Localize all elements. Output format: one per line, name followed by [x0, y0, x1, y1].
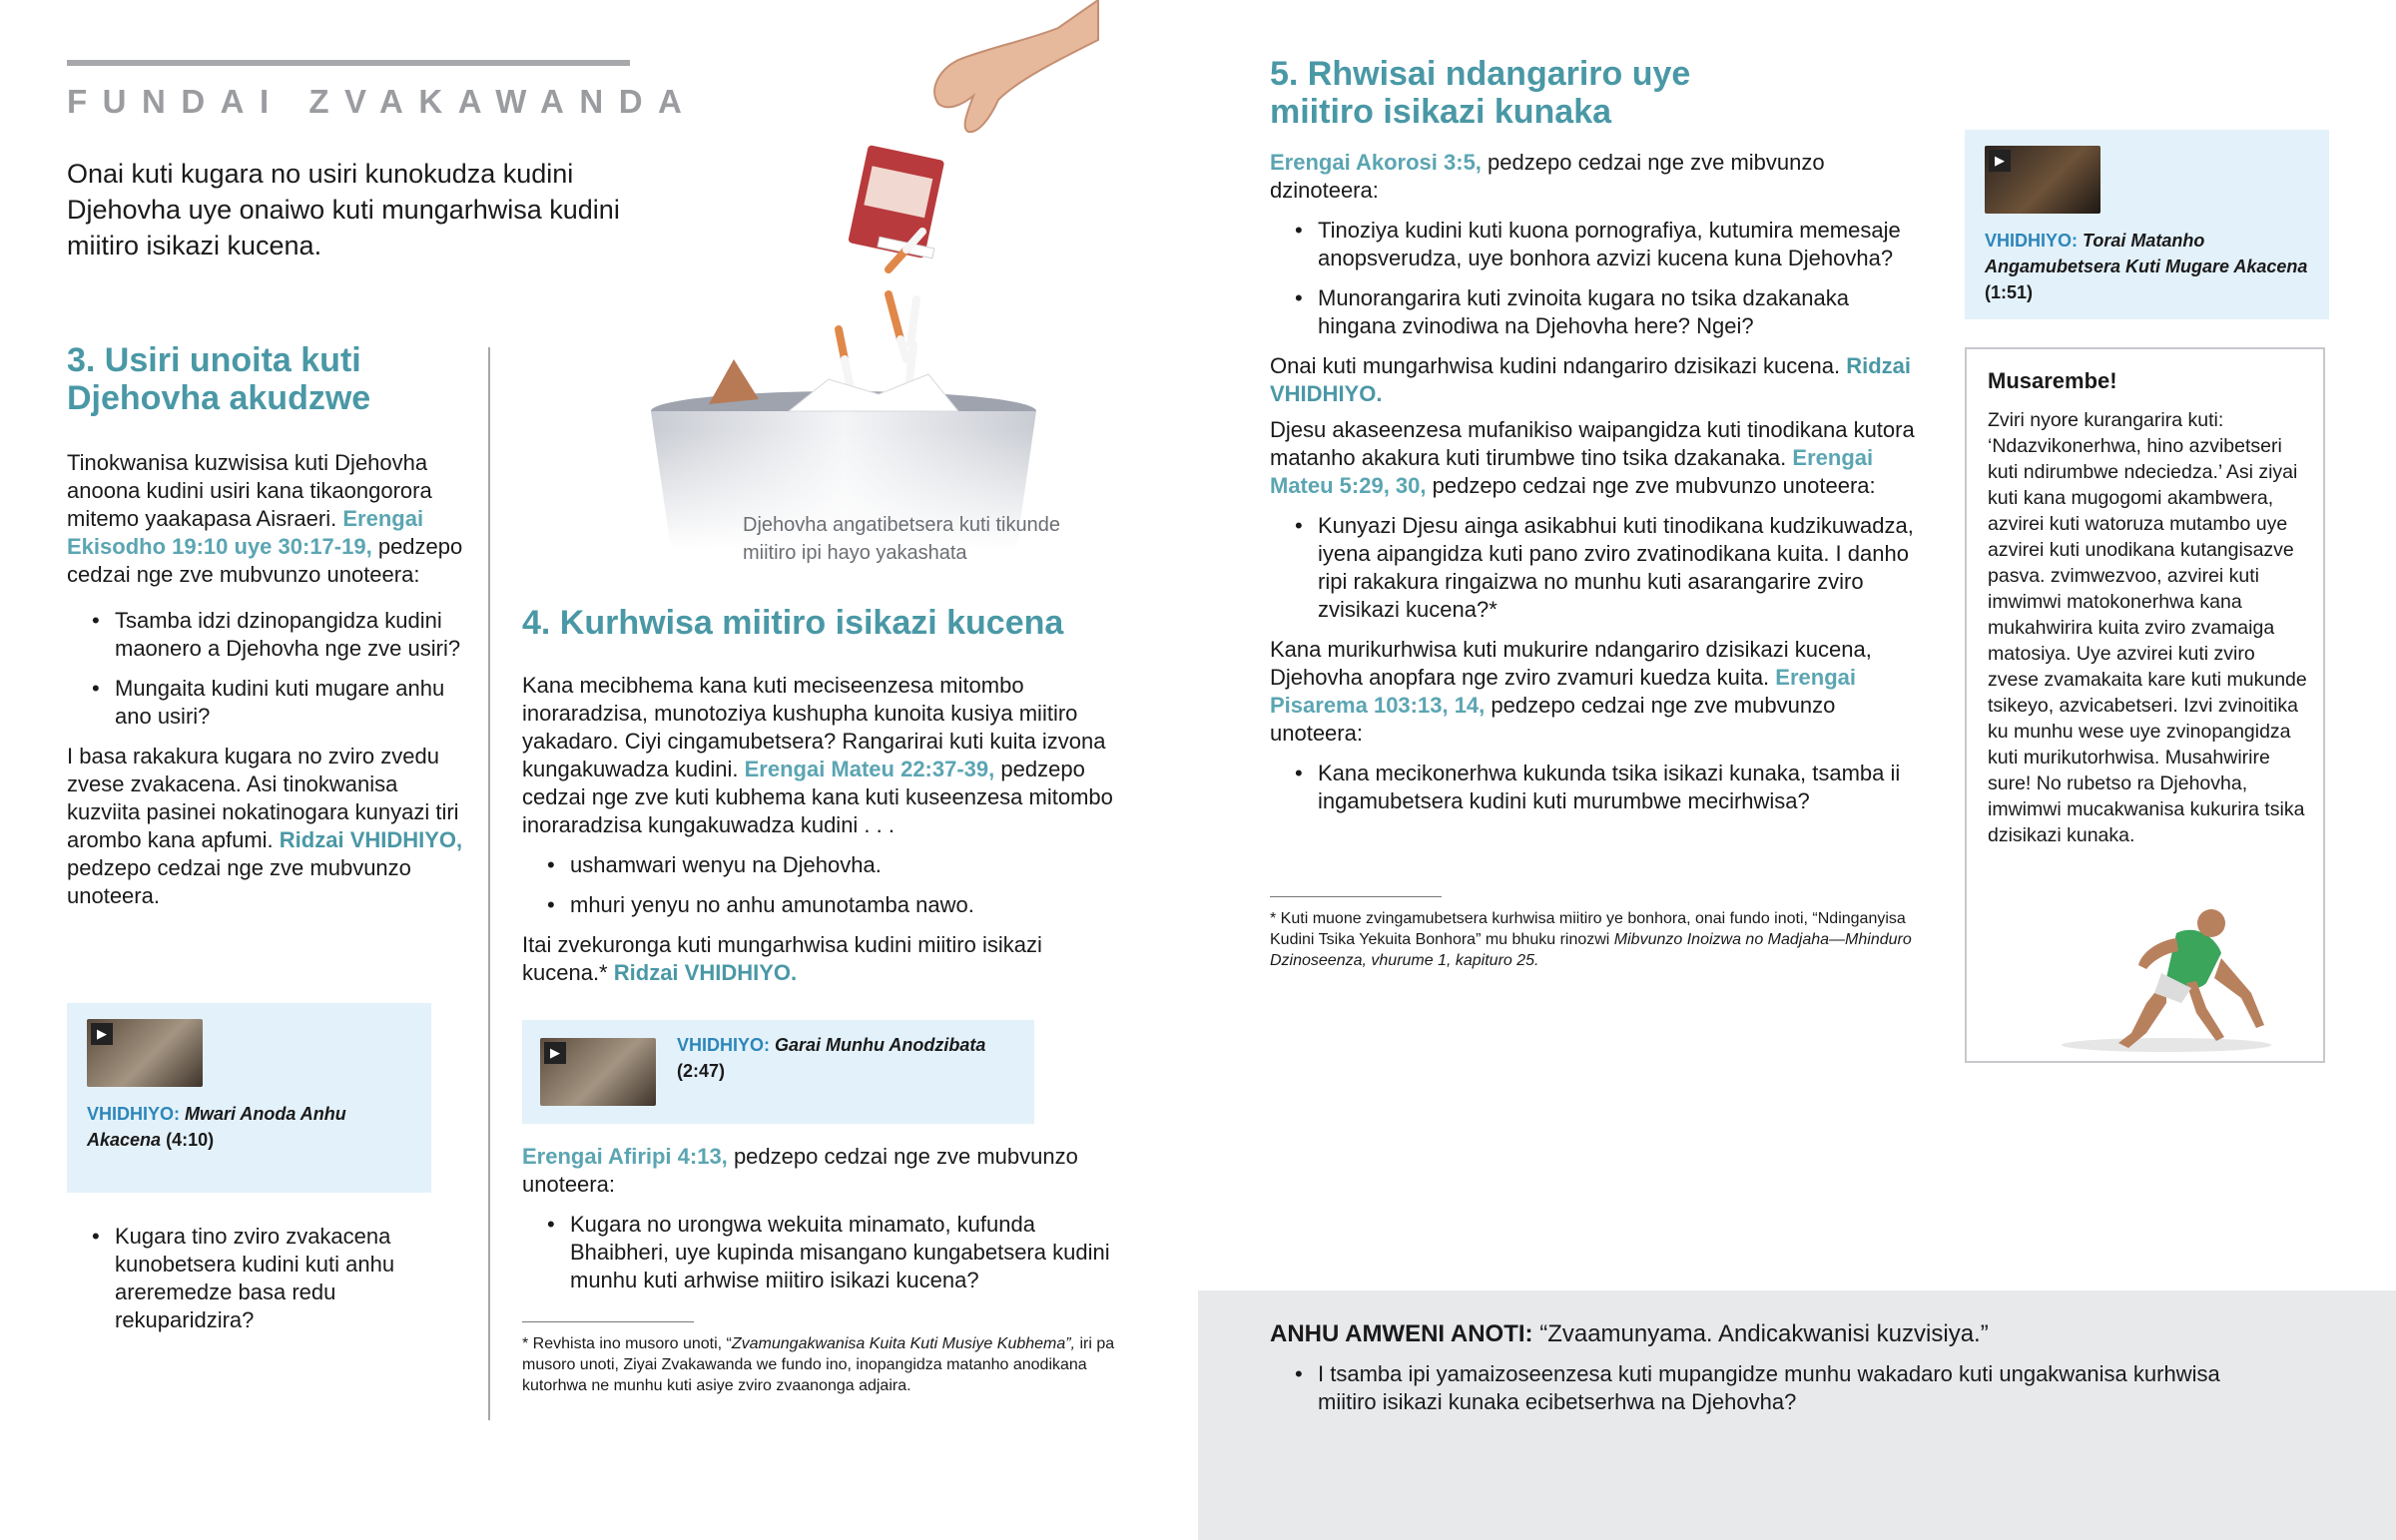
video-title[interactable]: Garai Munhu Anodzibata	[775, 1035, 986, 1055]
footnote-rule	[1270, 896, 1442, 897]
musarembe-box	[1965, 347, 2325, 1063]
scripture-link-afiripi[interactable]: Erengai Afiripi 4:13,	[522, 1144, 728, 1169]
play-video-link[interactable]: Ridzai VHIDHIYO.	[613, 960, 798, 985]
video-thumbnail[interactable]	[87, 1019, 203, 1087]
play-video-link[interactable]: Ridzai VHIDHIYO.	[1270, 353, 1911, 406]
section3-para1-tail: pedzepo cedzai nge zve mubvunzo unoteera:	[67, 534, 463, 587]
video-label	[1985, 228, 2314, 305]
section4-title: 4. Kurhwisa miitiro isikazi kucena	[522, 604, 1064, 642]
video-keyword: VHIDHIYO:	[677, 1035, 771, 1055]
play-icon: ▶	[544, 1042, 566, 1064]
others-say-panel	[1198, 1290, 2396, 1540]
section3-questions	[67, 607, 466, 731]
scripture-link-pisarema[interactable]: Erengai Pisarema 103:13, 14,	[1270, 665, 1856, 718]
section4-para1	[522, 672, 1121, 839]
section3-para1-text: Tinokwanisa kuzwisisa kuti Djehovha anoona kudini usiri kana tikaongorora mitemo yaakapasa Aisraeri.	[67, 450, 432, 531]
section4-para2-text: Itai zvekuronga kuti mungarhwisa kudini miitiro isikazi kucena.*	[522, 932, 1042, 985]
section5-para1-tail: pedzepo cedzai nge zve mibvunzo dzinoteera:	[1270, 150, 1825, 203]
list-item: • mhuri yenyu no anhu amunotamba nawo.	[522, 891, 1121, 919]
video-title[interactable]: Mwari Anoda Anhu Akacena	[87, 1104, 346, 1150]
section4-para2	[522, 931, 1121, 987]
kicker-heading: FUNDAI ZVAKAWANDA	[67, 83, 698, 120]
illustration-trash-bin	[639, 0, 1108, 549]
others-say-label: ANHU AMWENI ANOTI:	[1270, 1320, 1533, 1347]
video-box-torai[interactable]	[1965, 130, 2329, 319]
section4-para1-text: Kana mecibhema kana kuti meciseenzesa mitombo inoraradzisa, munotoziya kushupha kunoita kusiya miitiro yakadaro. Ciyi cingamubetsera? Rangarirai kuti kuita izvona kungakuwadza kudini.	[522, 673, 1106, 781]
video-thumbnail[interactable]	[540, 1038, 656, 1106]
musarembe-text: Zviri nyore kurangarira kuti: ‘Ndazvikonerhwa, hino azvibetseri kuti ndirumbwe ndeciedza.’ Asi ziyai kuti kana mugogomi akambwera, azvirei kuti watoruza mutambo uye azvirei kuti unodikana kutangisazve pasva. zvimwezvoo, azvirei kuti imwimwi matokonerhwa kana mukahwirira kuita zviro zvamaiga matosiya. Uye azvirei kuti zviro zvese zvamakaita kare kuti mukunde tsikeyo, azvicabetseri. Izvi zvinoitika ku munhu wese uye zvinopangidza kuti murikutorhwisa. Musahwirire sure! No rubetso ra Djehovha, imwimwi mucakwanisa kukurira tsika dzisikazi kunaka.	[1988, 409, 2307, 846]
list-item: • Kugara tino zviro zvakacena kunobetsera kudini kuti anhu areremedze basa redu rekuparidzira?	[67, 1223, 466, 1334]
list-item: • Tsamba idzi dzinopangidza kudini maonero a Djehovha nge zve usiri?	[67, 607, 466, 663]
scripture-link-akorosi[interactable]: Erengai Akorosi 3:5,	[1270, 150, 1482, 175]
others-say-questions	[1270, 1360, 2268, 1428]
video-label	[677, 1032, 1016, 1084]
section5-footnote: * Kuti muone zvingamubetsera kurhwisa miitiro ye bonhora, onai fundo inoti, “Ndinganyisa Kudini Tsika Yekuita Bonhora” mu bhuku rinozwi Mibvunzo Inoizwa no Madjaha—Mhinduro Dzinoseenza, vhurume 1, kapituro 25.	[1270, 910, 1912, 969]
trash-bin-icon	[639, 0, 1108, 549]
section3-para1	[67, 449, 466, 589]
section5-para4-tail: pedzepo cedzai nge zve mubvunzo unoteera:	[1270, 693, 1836, 746]
list-item: • I tsamba ipi yamaizoseenzesa kuti mupangidze munhu wakadaro kuti ungakwanisa kurhwisa miitiro isikazi kunaka ecibetserhwa na Djehovha?	[1270, 1360, 2268, 1416]
section5-para3-tail: pedzepo cedzai nge zve mubvunzo unoteera:	[1432, 473, 1876, 498]
list-item: • ushamwari wenyu na Djehovha.	[522, 851, 1121, 879]
section4-column	[522, 604, 1121, 987]
video-duration: (2:47)	[677, 1061, 726, 1081]
section3-column	[67, 341, 466, 910]
video-duration: (1:51)	[1985, 282, 2034, 302]
video-duration: (4:10)	[166, 1130, 215, 1150]
section4-lower	[522, 1143, 1121, 1306]
section5-para3	[1270, 416, 1929, 500]
scripture-link-mateu-5[interactable]: Erengai Mateu 5:29, 30,	[1270, 445, 1874, 498]
play-icon: ▶	[1989, 150, 2011, 172]
list-item: • Tinoziya kudini kuti kuona pornografiya, kutumira memesaje anopsverudza, uye bonhora azvizi kucena kuna Djehovha?	[1270, 217, 1929, 272]
section3-final-question	[67, 1223, 466, 1346]
section3-para2-text: I basa rakakura kugara no zviro zvedu zvese zvakacena. Asi tinokwanisa kuzviita pasinei nokatinogara kunyazi tiri arombo kana apfumi.	[67, 744, 459, 852]
list-item: • Kunyazi Djesu ainga asikabhui kuti tinodikana kudzikuwadza, iyena aipangidza kuti pano zviro zvatinodikana kuita. I danho ripi rakakura ringaizwa no munhu kuti asarangarire zviro zvisikazi kucena?*	[1270, 512, 1929, 624]
video-label	[87, 1101, 406, 1153]
section4-para1-tail: pedzepo cedzai nge zve kuti kubhema kana kuti kuseenzesa mitombo inoraradzisa kungakuwadza kudini . . .	[522, 757, 1113, 837]
play-video-link[interactable]: Ridzai VHIDHIYO,	[279, 827, 463, 852]
list-item: • Kugara no urongwa wekuita minamato, kufunda Bhaibheri, uye kupinda misangano kungabetsera kudini munhu kuti arhwise miitiro isikazi kucena?	[522, 1211, 1121, 1294]
others-say-header	[1270, 1318, 2368, 1350]
header-rule	[67, 60, 630, 66]
list-item: • Kana mecikonerhwa kukunda tsika isikazi kunaka, tsamba ii ingamubetsera kudini kuti murumbwe mecirhwisa?	[1270, 760, 1929, 815]
section5-title: 5. Rhwisai ndangariro uye miitiro isikazi kunaka	[1270, 55, 1691, 131]
intro-text: Onai kuti kugara no usiri kunokudza kudini Djehovha uye onaiwo kuti mungarhwisa kudini miitiro isikazi kucena.	[67, 159, 620, 260]
others-say-quote: “Zvaamunyama. Andicakwanisi kuzvisiya.”	[1539, 1320, 1989, 1347]
video-box-garai[interactable]	[522, 1020, 1034, 1124]
section3-title: 3. Usiri unoita kuti Djehovha akudzwe	[67, 341, 371, 417]
section4-para3-tail: pedzepo cedzai nge zve mubvunzo unoteera:	[522, 1144, 1078, 1197]
list-item: • Munorangarira kuti zvinoita kugara no tsika dzakanaka hingana zvinodiwa na Djehovha here? Ngei?	[1270, 284, 1929, 340]
musarembe-title: Musarembe!	[1988, 368, 2117, 393]
section5-para4	[1270, 636, 1929, 748]
section3-para2-tail: pedzepo cedzai nge zve mubvunzo unoteera.	[67, 855, 411, 908]
section5-column	[1270, 55, 1929, 827]
video-thumbnail[interactable]	[1985, 146, 2100, 214]
section4-para3	[522, 1143, 1121, 1199]
section5-para3-text: Djesu akaseenzesa mufanikiso waipangidza kuti tinodikana kutora matanho akakura kuti tirumbwe tino tsika dzakanaka.	[1270, 417, 1915, 470]
scripture-link-ekisodho[interactable]: Erengai Ekisodho 19:10 uye 30:17-19,	[67, 506, 424, 559]
video-box-mwari[interactable]	[67, 1003, 431, 1193]
video-title[interactable]: Torai Matanho Angamubetsera Kuti Mugare Akacena	[1985, 231, 2308, 276]
image-caption: Djehovha angatibetsera kuti tikunde miitiro ipi hayo yakashata	[743, 514, 1060, 564]
list-item: • Mungaita kudini kuti mugare anhu ano usiri?	[67, 675, 466, 731]
section3-para2	[67, 743, 466, 910]
section5-para4-text: Kana murikurhwisa kuti mukurire ndangariro dzisikazi kucena, Djehovha anopfara nge zviro zvamuri kuedza kuita.	[1270, 637, 1872, 690]
section5-para2	[1270, 352, 1929, 408]
footnote-rule	[522, 1321, 694, 1322]
video-keyword: VHIDHIYO:	[87, 1104, 181, 1124]
section4-questions	[522, 851, 1121, 919]
column-divider	[488, 347, 490, 1420]
play-icon: ▶	[91, 1023, 113, 1045]
section5-questions	[1270, 217, 1929, 340]
section5-para1	[1270, 149, 1929, 205]
video-keyword: VHIDHIYO:	[1985, 231, 2079, 251]
section5-para2-text: Onai kuti mungarhwisa kudini ndangariro dzisikazi kucena.	[1270, 353, 1841, 378]
scripture-link-mateu-22[interactable]: Erengai Mateu 22:37-39,	[744, 757, 995, 781]
runner-icon	[2047, 893, 2286, 1058]
section4-footnote: * Revhista ino musoro unoti, “Zvamungakwanisa Kuita Kuti Musiye Kubhema”, iri pa musoro unoti, Ziyai Zvakawanda we fundo ino, inopangidza matanho anodikana kutorhwa ne munhu kuti asiye zviro zvaanonga adjaira.	[522, 1335, 1115, 1394]
